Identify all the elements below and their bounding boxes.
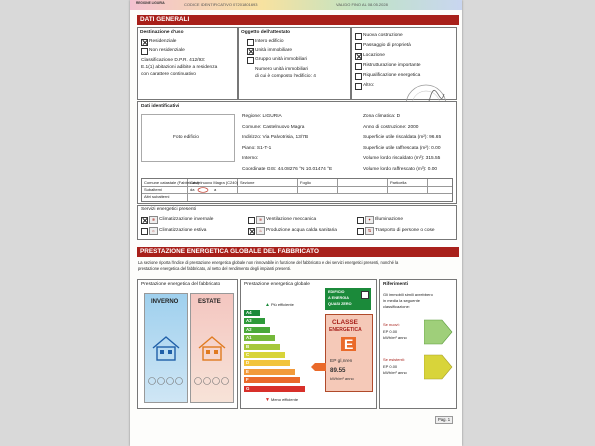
non-residential-label: Non residenziale [149,48,185,53]
requalification-label: Riqualificazione energetica [363,73,421,78]
lighting-label: Illuminazione [375,216,403,222]
references-existing-unit: kWh/m² anno [383,370,407,375]
certificate-code: CODICE IDENTIFICATIVO 07201801693 [184,2,258,7]
energy-class-bar-a4: A4 [244,310,260,316]
references-text-2: in media la seguente [383,298,420,303]
energy-class-box [325,314,373,392]
other-checkbox[interactable] [355,83,362,90]
ventilation-label: Ventilazione meccanica [266,216,317,222]
identification-label: Dati identificativi [141,104,180,109]
building-photo-frame [141,114,235,162]
municipality-field: Comune: Castelnuovo Magra [242,125,305,130]
references-box [379,279,457,409]
building-performance-label: Prestazione energetica del fabbricato [141,282,221,287]
energy-class-value: E [341,337,356,351]
references-new-value: EP 0.00 [383,329,398,334]
energy-class-bar-c: C [244,352,285,358]
references-new-unit: kWh/m² anno [383,335,407,340]
floor-field: Piano: S1-T-1 [242,146,272,151]
region-logo-text: REGIONE LIGURIA [136,1,165,5]
class-pointer-arrow-icon [311,362,327,372]
validity-date: VALIDO FINO AL 08.05.2028 [336,2,388,7]
energy-class-bar-e: E [244,369,295,375]
footer [130,411,462,446]
references-text-3: classificazione: [383,304,410,309]
cadastre-sheet-label: Foglio [300,179,311,185]
renovation-checkbox[interactable] [355,63,362,70]
energy-class-bar-b: B [244,344,280,350]
references-existing-value: EP 0.00 [383,364,398,369]
global-performance-box [240,279,377,409]
certificate-page [130,0,462,446]
cadastre-subunits-label: Subalterni [144,186,163,192]
services-box [137,205,457,240]
cooled-surface-field: Superficie utile raffrescata (m²): 0.00 [363,146,441,151]
renovation-label: Ristrutturazione importante [363,63,421,68]
residential-label: Residenziale [149,39,177,44]
references-label: Riferimenti [383,282,409,287]
classification-line-1: Classificazione D.P.R. 412/93: [141,58,206,63]
hot-water-checkbox[interactable] [248,228,255,235]
cadastre-other-subunits-label: Altri subalterni [144,193,170,199]
ventilation-checkbox[interactable] [248,217,255,224]
energy-class-bar-a2: A2 [244,327,270,333]
references-existing-label: Se esistenti: [383,357,405,362]
global-performance-label: Prestazione energetica globale [244,282,310,287]
summer-climate-checkbox[interactable] [141,228,148,235]
energy-class-bar-a3: A3 [244,318,265,324]
single-unit-label: Unità immobiliare [255,48,293,53]
whole-building-checkbox[interactable] [247,39,254,46]
summer-climate-icon: ☼ [149,227,158,235]
references-new-class-icon [424,318,454,346]
cadastre-to-label: a [214,186,217,192]
identification-box [137,101,457,204]
lease-label: Locazione [363,53,385,58]
energy-class-label-2: ENERGETICA [329,327,362,333]
services-label: Servizi energetici presenti [141,207,196,212]
cadastre-from-label: da [190,186,195,192]
climate-zone-field: Zona climatica: D [363,114,401,119]
summer-climate-label: Climatizzazione estiva [159,227,207,233]
heated-volume-field: Volume lordo riscaldato (m³): 315.55 [363,156,441,161]
handwritten-mark [196,187,210,193]
header-band [130,0,462,10]
non-residential-checkbox[interactable] [141,48,148,55]
winter-climate-icon: ❄ [149,216,158,224]
winter-panel [144,293,188,403]
energy-class-bar-g: G [244,386,305,392]
classification-line-2: E.1(1) abitazioni adibite a residenza [141,65,218,70]
less-efficient-arrow-icon: ▼ [265,397,270,403]
gis-coordinates-field: Coordinate GIS: 44.08276 °N 10.01474 °E [242,167,333,172]
unit-group-label: Gruppo unità immobiliari [255,57,307,62]
more-efficient-label: Più efficiente [271,302,294,307]
new-construction-label: Nuova costruzione [363,33,403,38]
cadastre-table [141,178,453,202]
classification-line-3: con carattere continuativo [141,72,196,77]
lease-checkbox[interactable] [355,53,362,60]
winter-house-icon [151,334,181,362]
winter-climate-checkbox[interactable] [141,217,148,224]
requalification-checkbox[interactable] [355,73,362,80]
new-construction-checkbox[interactable] [355,33,362,40]
winter-rating-icons [147,376,185,386]
nzeb-box [325,288,371,310]
ep-value: 89.55 [330,367,346,374]
transport-icon: ⇅ [365,227,374,235]
transfer-label: Passaggio di proprietà [363,43,411,48]
use-box [137,27,238,100]
cadastre-municipality-label: Comune catastale (Fabbricato) [144,179,199,185]
other-label: Altro: [363,83,375,88]
ep-label: EP gl,nren [330,359,353,364]
transport-label: Trasporto di persone o cose [375,227,435,233]
building-performance-box [137,279,238,409]
cadastre-municipality-value: Castelnuovo Magra (C240) [190,179,239,185]
transfer-checkbox[interactable] [355,43,362,50]
address-field: Indirizzo: Via Palvotrisia, 13/7B [242,135,309,140]
cooled-volume-field: Volume lordo raffrescato (m³): 0.00 [363,167,438,172]
references-existing-class-icon [424,353,454,381]
summer-label: ESTATE [198,299,221,305]
performance-desc-line-2: prestazione energetica del fabbricato, al netto del rendimento degli impianti presenti. [138,266,291,271]
more-efficient-arrow-icon: ▲ [265,302,270,308]
heated-surface-field: Superficie utile riscaldata (m²): 96.65 [363,135,442,140]
page-number: Pag. 1 [435,416,453,424]
energy-class-bar-d: D [244,360,290,366]
unit-group-checkbox[interactable] [247,57,254,64]
nzeb-line-3: QUASI ZERO [328,302,352,306]
summer-panel [190,293,234,403]
transport-checkbox[interactable] [357,228,364,235]
performance-heading: PRESTAZIONE ENERGETICA GLOBALE DEL FABBRICATO [137,247,459,257]
ep-unit: kWh/m² anno [330,376,354,381]
units-count-line-1: Numero unità immobiliari [255,67,309,72]
energy-class-bar-a1: A1 [244,335,275,341]
building-photo-label: Foto edificio [173,135,199,140]
cadastre-parcel-label: Particella [390,179,407,185]
whole-building-label: Intero edificio [255,39,284,44]
summer-rating-icons [193,376,231,386]
winter-label: INVERNO [151,299,179,305]
internal-field: Interno: [242,156,259,161]
lighting-icon: ✦ [365,216,374,224]
hot-water-label: Produzione acqua calda sanitaria [266,227,337,233]
hot-water-icon: ♨ [256,227,265,235]
energy-class-bar-f: F [244,377,300,383]
general-data-heading: DATI GENERALI [137,15,459,25]
region-field: Regione: LIGURIA [242,114,282,119]
units-count-line-2: di cui è composto l'edificio: 4 [255,74,316,79]
performance-desc-line-1: La sezione riporta l'indice di prestazione energetica globale non rinnovabile in funzione del fabbricato e dei servizi energetici presenti, nonché la [138,260,399,265]
nzeb-line-2: A ENERGIA [328,296,349,300]
object-label: Oggetto dell'attestato [241,30,291,35]
residential-checkbox[interactable] [141,39,148,46]
energy-class-label-1: CLASSE [332,319,358,326]
single-unit-checkbox[interactable] [247,48,254,55]
use-label: Destinazione d'uso [140,30,184,35]
less-efficient-label: Meno efficiente [271,397,299,402]
lighting-checkbox[interactable] [357,217,364,224]
nzeb-line-1: EDIFICIO [328,290,345,294]
object-box [238,27,351,100]
summer-house-icon [197,334,227,362]
references-text-1: Gli immobili simili avrebbero [383,292,433,297]
ventilation-icon: ≋ [256,216,265,224]
nzeb-checkbox[interactable] [361,291,369,299]
references-new-label: Se nuovi: [383,322,400,327]
winter-climate-label: Climatizzazione invernale [159,216,214,222]
cadastre-section-label: Sezione [240,179,255,185]
construction-year-field: Anno di costruzione: 2000 [363,125,419,130]
